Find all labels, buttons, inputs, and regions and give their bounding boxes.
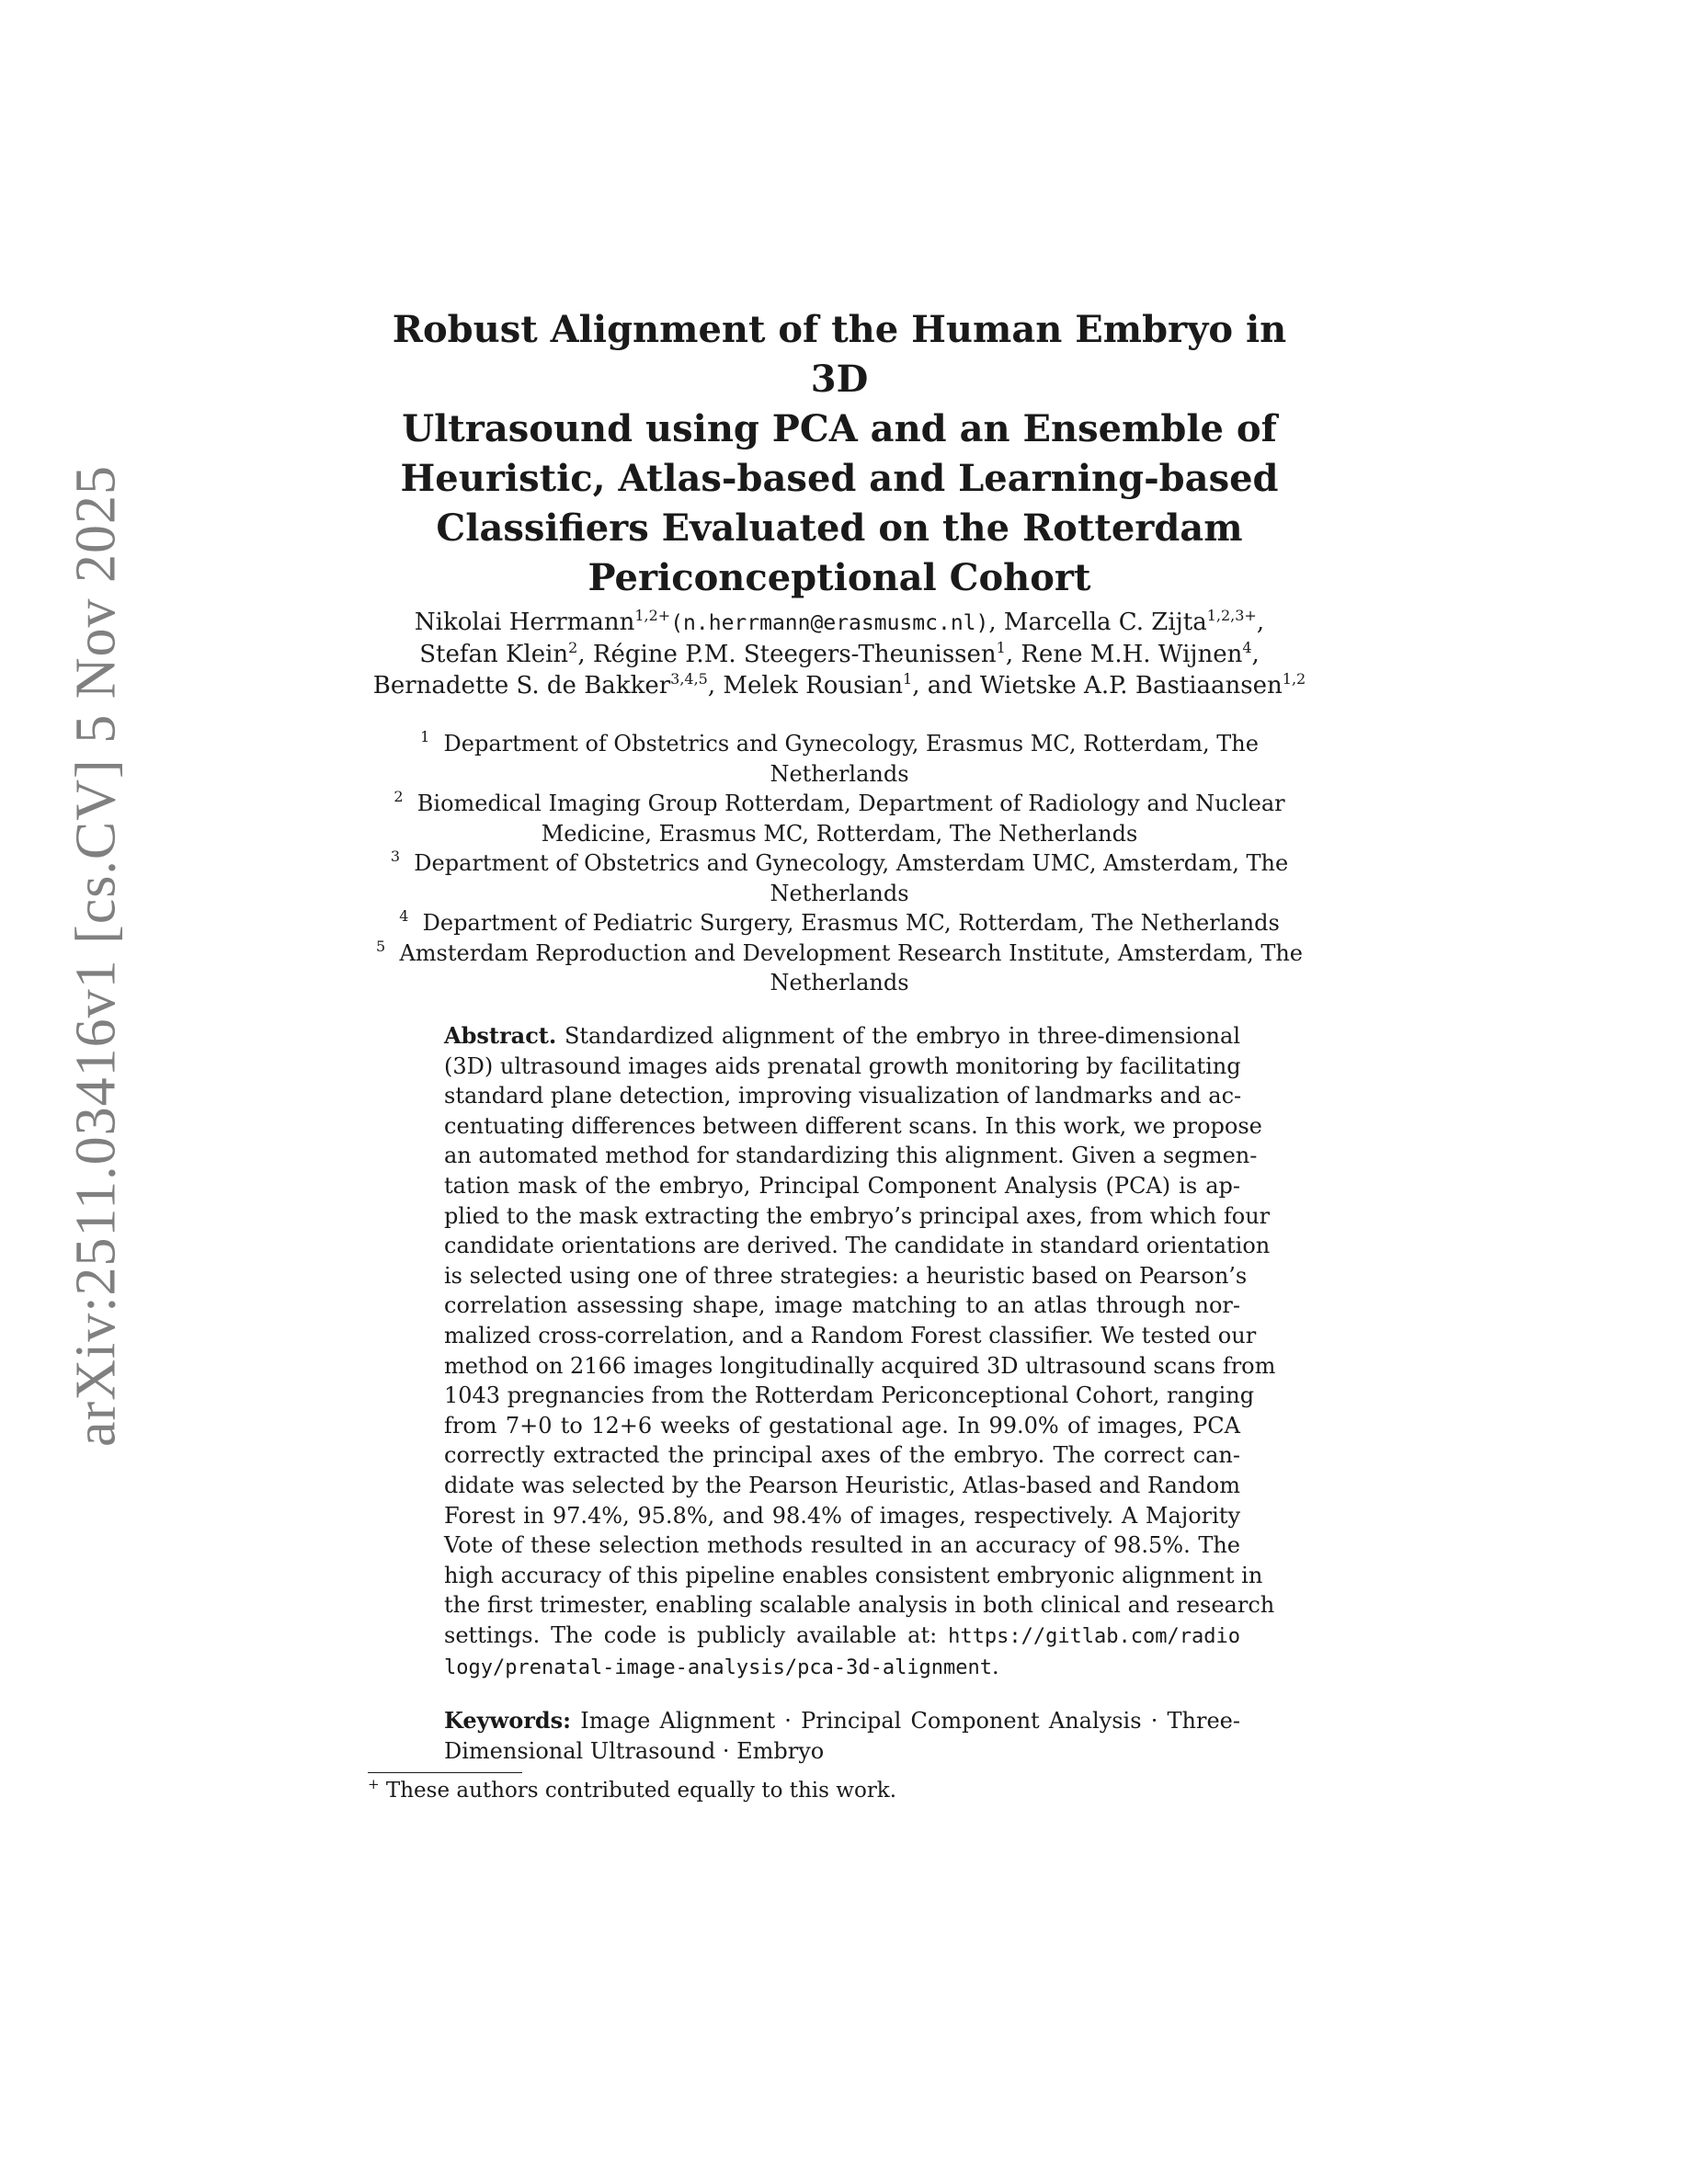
abstract-line: high accuracy of this pipeline enables consistent embryonic alignment in — [444, 1562, 1263, 1588]
affiliation-line — [368, 848, 1311, 879]
abstract-line: Vote of these selection methods resulted in an accuracy of 98.5%. The — [444, 1532, 1240, 1559]
keywords-label: Keywords: — [444, 1707, 572, 1734]
abstract — [444, 1021, 1276, 1684]
footnote-mark: + — [368, 1776, 380, 1792]
title-line: Heuristic, Atlas-based and Learning-based — [400, 457, 1279, 500]
affiliation-line — [368, 729, 1311, 759]
author-name: , Régine P.M. Steegers-Theunissen — [577, 641, 997, 668]
arxiv-identifier: arXiv:2511.03416v1 [cs.CV] 5 Nov 2025 — [64, 465, 128, 1447]
abstract-line: didate was selected by the Pearson Heuristic, Atlas-based and Random — [444, 1472, 1240, 1498]
author-affiliation-mark: 2 — [568, 639, 578, 656]
author-affiliation-mark: 1,2+ — [634, 607, 671, 624]
abstract-line — [444, 1621, 1240, 1653]
affiliation-number: 4 — [399, 907, 409, 925]
affiliation-text: Department of Obstetrics and Gynecology, Erasmus MC, Rotterdam, The — [443, 731, 1259, 756]
abstract-line: method on 2166 images longitudinally acquired 3D ultrasound scans from — [444, 1352, 1276, 1379]
abstract-line: standard plane detection, improving visualization of landmarks and ac- — [444, 1083, 1242, 1109]
abstract-line: candidate orientations are derived. The candidate in standard orientation — [444, 1233, 1271, 1259]
author-name: Nikolai Herrmann — [414, 609, 635, 636]
author-name: , and Wietske A.P. Bastiaansen — [912, 672, 1283, 700]
affiliation-text: Department of Obstetrics and Gynecology, Amsterdam UMC, Amsterdam, The — [414, 850, 1289, 876]
author-affiliation-mark: 1 — [903, 670, 913, 688]
author-name: Stefan Klein — [419, 641, 569, 668]
author-line — [359, 670, 1320, 701]
author-name: , Rene M.H. Wijnen — [1005, 641, 1243, 668]
author-name: , Melek Rousian — [707, 672, 903, 700]
footnote-text: These authors contributed equally to this work. — [385, 1779, 897, 1803]
abstract-line: 1043 pregnancies from the Rotterdam Periconceptional Cohort, ranging — [444, 1382, 1255, 1409]
keywords-text: Image Alignment · Principal Component Analysis · Three- — [580, 1708, 1240, 1734]
footnote — [368, 1777, 896, 1804]
abstract-line: tation mask of the embryo, Principal Component Analysis (PCA) is ap- — [444, 1172, 1240, 1199]
title-line: Classifiers Evaluated on the Rotterdam — [436, 506, 1243, 550]
affiliation-list — [368, 729, 1311, 998]
author-affiliation-mark: 1 — [996, 639, 1006, 656]
abstract-line — [444, 1021, 1240, 1052]
affiliation-line: Netherlands — [770, 760, 909, 787]
affiliation-line — [368, 938, 1311, 969]
abstract-line: centuating differences between different scans. In this work, we propose — [444, 1112, 1262, 1139]
affiliation-line: Netherlands — [770, 880, 909, 906]
author-line — [359, 607, 1320, 639]
keywords — [444, 1706, 1240, 1766]
affiliation-text: Biomedical Imaging Group Rotterdam, Department of Radiology and Nuclear — [416, 791, 1285, 816]
affiliation-number: 3 — [390, 847, 401, 865]
affiliation-line — [368, 789, 1311, 819]
title-line: Periconceptional Cohort — [587, 556, 1091, 599]
code-repository-link-continued[interactable]: logy/prenatal-image-analysis/pca-3d-alignment — [444, 1656, 993, 1680]
author-name: Bernadette S. de Bakker — [372, 672, 671, 700]
title-line: Ultrasound using PCA and an Ensemble of — [402, 407, 1277, 450]
affiliation-number: 1 — [420, 728, 430, 745]
author-separator: , — [1251, 641, 1260, 668]
abstract-line: the first trimester, enabling scalable analysis in both clinical and research — [444, 1592, 1275, 1619]
affiliation-line — [368, 908, 1311, 938]
abstract-line: from 7+0 to 12+6 weeks of gestational age. In 99.0% of images, PCA — [444, 1412, 1240, 1439]
abstract-text: Standardized alignment of the embryo in three-dimensional — [564, 1023, 1240, 1049]
abstract-line: is selected using one of three strategies: a heuristic based on Pearson’s — [444, 1262, 1248, 1289]
author-line — [359, 639, 1320, 670]
affiliation-number: 5 — [375, 937, 386, 955]
keywords-line: Dimensional Ultrasound · Embryo — [444, 1737, 825, 1764]
author-list — [359, 607, 1320, 701]
author-affiliation-mark: 1,2,3+ — [1206, 607, 1257, 624]
code-repository-link[interactable]: https://gitlab.com/radio — [948, 1624, 1240, 1648]
abstract-line: an automated method for standardizing this alignment. Given a segmen- — [444, 1143, 1258, 1169]
abstract-line: plied to the mask extracting the embryo’s principal axes, from which four — [444, 1202, 1271, 1229]
paper-title — [368, 305, 1311, 603]
abstract-line: correctly extracted the principal axes of the embryo. The correct can- — [444, 1442, 1240, 1469]
affiliation-text: Amsterdam Reproduction and Development Research Institute, Amsterdam, The — [399, 939, 1304, 966]
abstract-line — [444, 1652, 1240, 1684]
affiliation-line: Medicine, Erasmus MC, Rotterdam, The Netherlands — [541, 820, 1138, 847]
abstract-line: Forest in 97.4%, 95.8%, and 98.4% of images, respectively. A Majority — [444, 1502, 1240, 1529]
author-email-link[interactable]: (n.herrmann@erasmusmc.nl) — [670, 611, 989, 635]
affiliation-number: 2 — [393, 788, 404, 805]
abstract-text: . — [992, 1654, 999, 1680]
title-line: Robust Alignment of the Human Embryo in 3D — [392, 308, 1287, 401]
abstract-text: settings. The code is publicly available at: — [444, 1621, 949, 1648]
author-affiliation-mark: 4 — [1242, 639, 1252, 656]
author-affiliation-mark: 3,4,5 — [670, 670, 708, 688]
author-name: , Marcella C. Zijta — [988, 609, 1207, 636]
keywords-line — [444, 1706, 1240, 1736]
author-affiliation-mark: 1,2 — [1282, 670, 1306, 688]
abstract-line: malized cross-correlation, and a Random Forest classifier. We tested our — [444, 1322, 1257, 1348]
abstract-label: Abstract. — [444, 1022, 557, 1049]
footnote-rule — [368, 1772, 522, 1773]
affiliation-text: Department of Pediatric Surgery, Erasmus MC, Rotterdam, The Netherlands — [422, 910, 1280, 936]
author-separator: , — [1256, 609, 1265, 636]
abstract-line: correlation assessing shape, image matching to an atlas through nor- — [444, 1292, 1240, 1319]
affiliation-line: Netherlands — [770, 970, 909, 995]
abstract-line: (3D) ultrasound images aids prenatal growth monitoring by facilitating — [444, 1052, 1241, 1079]
